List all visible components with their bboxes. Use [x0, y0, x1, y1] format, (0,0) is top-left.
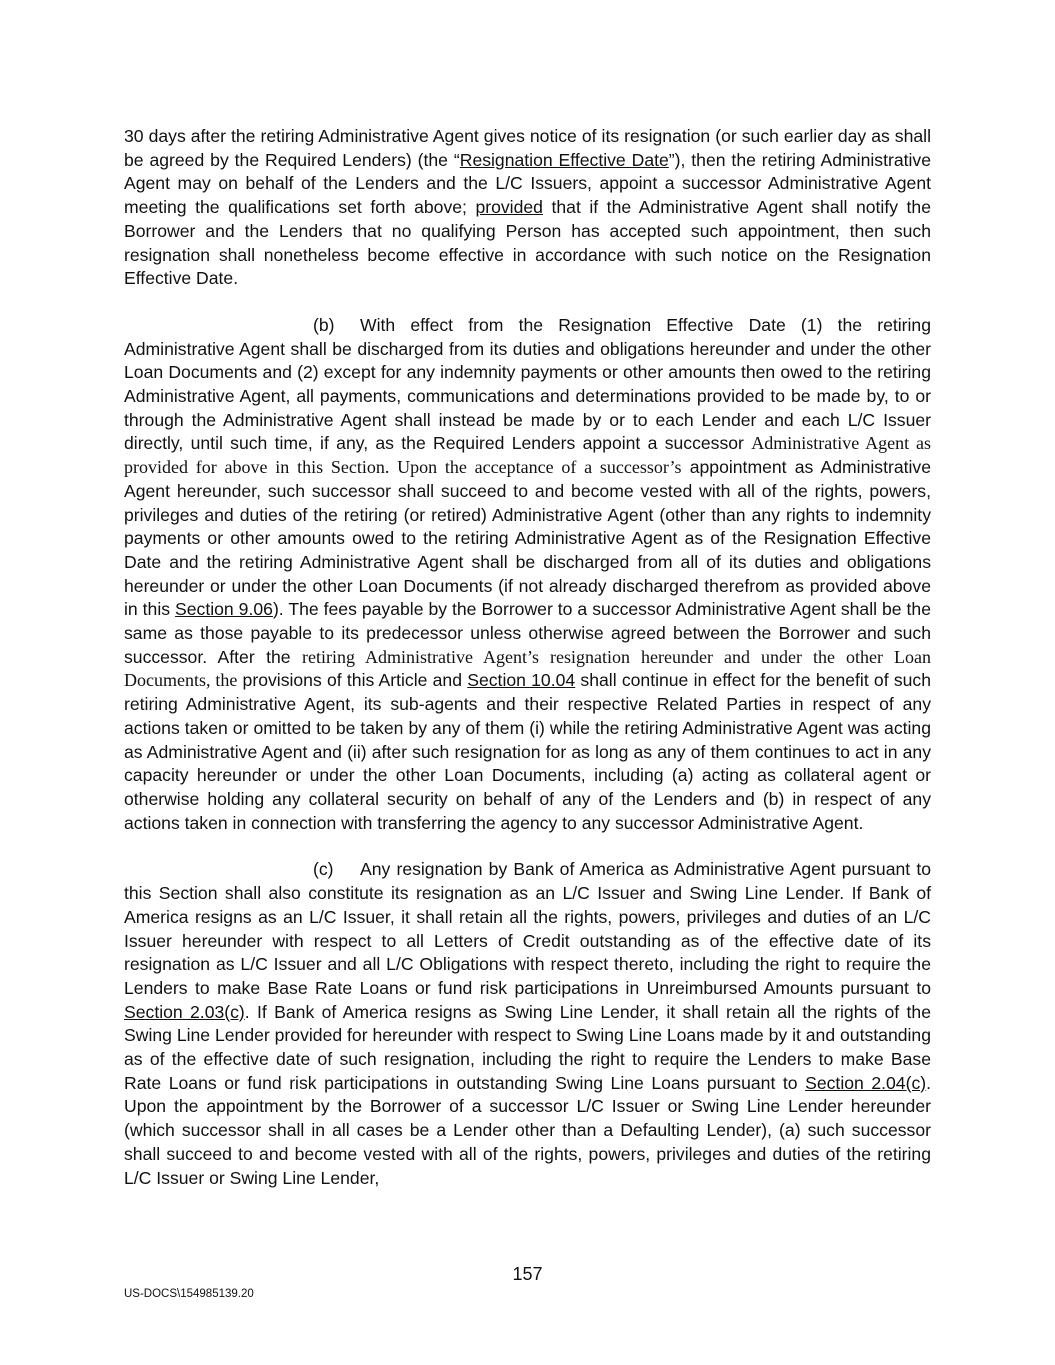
paragraph-text: ”), then the retiring Administrative Agent may on behalf of the Lenders and the L/C Issuers, appoint a successor Administrative Agent meeting the qualifications set forth above; — [124, 149, 931, 218]
paragraph-c — [124, 858, 931, 1190]
section-reference-10-04: Section 10.04 — [467, 670, 576, 691]
paragraph-text: ). The fees payable by the Borrower to a successor Administrative Agent shall be the same as those payable to its predecessor unless otherwise agreed between the Borrower and such successor. After the — [124, 599, 931, 667]
page-number: 157 — [512, 1264, 543, 1284]
paragraph-text: shall continue in effect for the benefit of such retiring Administrative Agent, its sub-agents and their respective Related Parties in respect of any actions taken or omitted to be taken by any of them (i) while the retiring Administrative Agent was acting as Administrative Agent and (ii) after such resignation for as long as any of them continues to act in any capacity hereunder or under the other Loan Documents, including (a) acting as collateral agent or otherwise holding any collateral security on behalf of any of the Lenders and (b) in respect of any actions taken in connection with transferring the agency to any successor Administrative Agent. — [124, 670, 931, 833]
paragraph-text: 30 days after the retiring Administrative Agent gives notice of its resignation (or such earlier day as shall be agreed by the Required Lenders) (the “ — [124, 126, 931, 170]
paragraph-text: Any resignation by Bank of America as Administrative Agent pursuant to this Section shall also constitute its resignation as an L/C Issuer and Swing Line Lender. If Bank of America resigns as an L/C Issuer, it shall retain all the rights, powers, privileges and duties of an L/C Issuer hereunder with respect to all Letters of Credit outstanding as of the effective date of its resignation as L/C Issuer and all L/C Obligations with respect thereto, including the right to require the Lenders to make Base Rate Loans or fund risk participations in Unreimbursed Amounts pursuant to — [124, 859, 931, 998]
paragraph-label-c: (c) — [313, 859, 334, 880]
paragraph-b — [124, 314, 931, 835]
paragraph-text: . Upon the appointment by the Borrower of a successor L/C Issuer or Swing Line Lender hereunder (which successor shall in all cases be a Lender other than a Defaulting Lender), (a) such successor shall succeed to and become vested with all of the rights, powers, privileges and duties of the retiring L/C Issuer or Swing Line Lender, — [124, 1072, 931, 1188]
paragraph-text: provisions of this Article and — [237, 670, 468, 691]
document-body — [124, 125, 931, 1190]
paragraph-text-serif: Administrative Agent as provided for above in this Section. Upon the acceptance of a successor’s — [124, 433, 931, 478]
section-reference-2-03c: Section 2.03(c) — [124, 1001, 245, 1022]
document-id: US-DOCS\154985139.20 — [124, 1288, 254, 1300]
paragraph-text: that if the Administrative Agent shall notify the Borrower and the Lenders that no qualifying Person has accepted such appointment, then such resignation shall nonetheless become effective in accordance with such notice on the Resignation Effective Date. — [124, 197, 932, 289]
paragraph-text: With effect from the Resignation Effective Date (1) the retiring Administrative Agent shall be discharged from its duties and obligations hereunder and under the other Loan Documents and (2) except for any indemnity payments or other amounts then owed to the retiring Administrative Agent, all payments, communications and determinations provided to be made by, to or through the Administrative Agent shall instead be made by or to each Lender and each L/C Issuer directly, until such time, if any, as the Required Lenders appoint a successor — [124, 314, 931, 454]
paragraph-text: appointment as Administrative Agent hereunder, such successor shall succeed to and become vested with all of the rights, powers, privileges and duties of the retiring (or retired) Administrative Agent (other than any rights to indemnity payments or other amounts owed to the retiring Administrative Agent as of the Resignation Effective Date and the retiring Administrative Agent shall be discharged from all of its duties and obligations hereunder or under the other Loan Documents (if not already discharged therefrom as provided above in this — [124, 457, 931, 620]
section-reference-2-04c: Section 2.04(c) — [805, 1072, 927, 1093]
paragraph-text: . If Bank of America resigns as Swing Line Lender, it shall retain all the rights of the Swing Line Lender provided for hereunder with respect to Swing Line Loans made by it and outstanding as of the effective date of such resignation, including the right to require the Lenders to make Base Rate Loans or fund risk participations in outstanding Swing Line Loans pursuant to — [124, 1001, 931, 1093]
paragraph-resignation-continued — [124, 125, 931, 291]
paragraph-label-b: (b) — [313, 314, 335, 335]
section-reference-9-06: Section 9.06 — [175, 599, 273, 620]
provided-term: provided — [475, 197, 543, 218]
defined-term-resignation-effective-date: Resignation Effective Date — [459, 149, 669, 170]
paragraph-text-serif: retiring Administrative Agent’s resignation hereunder and under the other Loan Documents, the — [124, 646, 931, 691]
